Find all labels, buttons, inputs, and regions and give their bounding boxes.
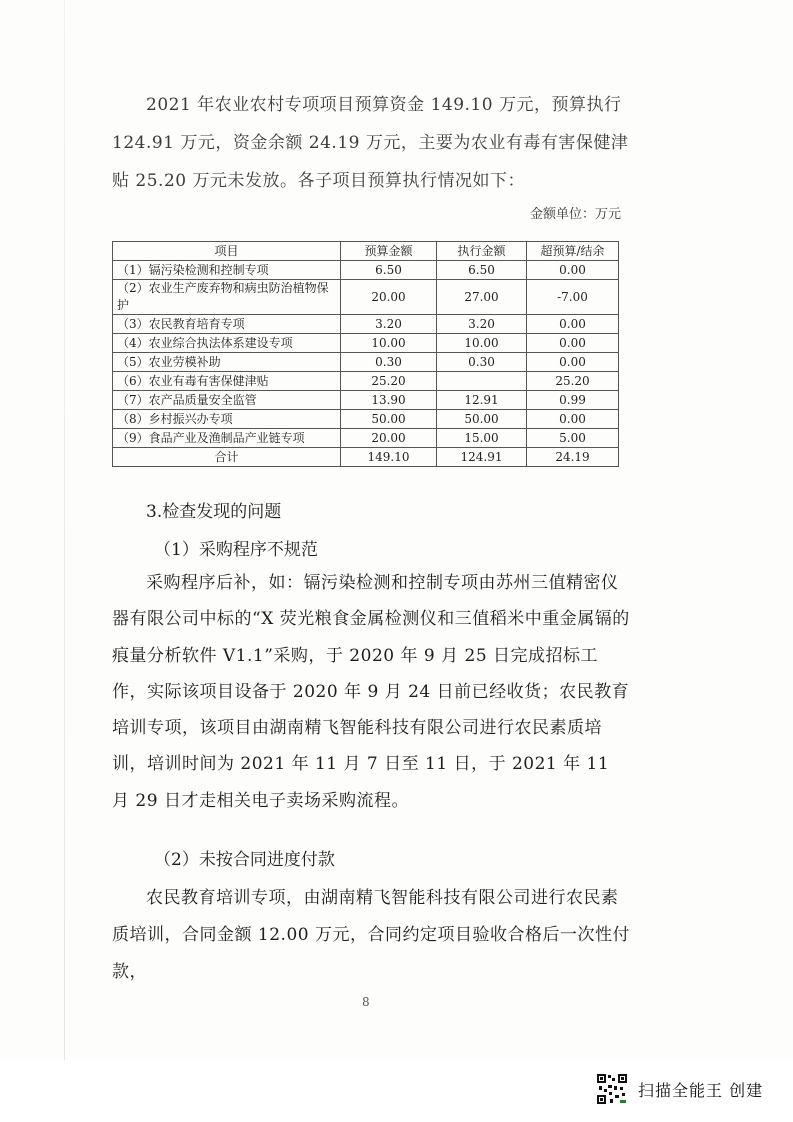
page-edge-shadow [64,0,65,1060]
cell-executed: 27.00 [437,280,527,315]
cell-budget: 3.20 [341,315,437,334]
table-total-row [113,448,619,467]
cell-item: （7）农产品质量安全监管 [113,391,341,410]
page-number: 8 [362,995,370,1009]
header-budget: 预算金额 [341,242,437,261]
cell-balance: 0.00 [527,315,619,334]
qr-code-icon [596,1073,628,1105]
cell-item: （8）乡村振兴办专项 [113,410,341,429]
table-row [113,334,619,353]
cell-executed: 15.00 [437,429,527,448]
cell-item: （5）农业劳模补助 [113,353,341,372]
cell-item: （4）农业综合执法体系建设专项 [113,334,341,353]
cell-budget: 20.00 [341,280,437,315]
budget-table [112,241,619,467]
paragraph-intro-text: 2021 年农业农村专项项目预算资金 149.10 万元，预算执行 124.91 万元，资金余额 24.19 万元，主要为农业有毒有害保健津贴 25.20 万元未发放。各子项目预算执行情况如下： [112,95,629,191]
cell-balance: 0.00 [527,334,619,353]
cell-total-executed: 124.91 [437,448,527,467]
header-balance: 超预算/结余 [527,242,619,261]
table-row [113,429,619,448]
section-heading: 3.检查发现的问题 [146,502,282,522]
watermark-text: 扫描全能王 创建 [638,1081,764,1100]
cell-budget: 13.90 [341,391,437,410]
cell-balance: 0.00 [527,353,619,372]
cell-budget: 0.30 [341,353,437,372]
unit-label: 金额单位：万元 [529,207,621,222]
header-executed: 执行金额 [437,242,527,261]
paragraph-procurement-text: 采购程序后补，如：镉污染检测和控制专项由苏州三值精密仪器有限公司中标的“X 荧光粮食金属检测仪和三值稻米中重金属镉的痕量分析软件 V1.1”采购，于 2020 年 9 月 25 日完成招标工作，实际该项目设备于 2020 年 9 月 24 日前已经收货；农民教育培训专项，该项目由湖南精飞智能科技有限公司进行农民素质培训，培训时间为 2021 年 11 月 7 日至 11 日，于 2021 年 11 月 29 日才走相关电子卖场采购流程。 [112,573,630,811]
sub-heading-payment: （2）未按合同进度付款 [154,850,335,870]
sub-heading-procurement: （1）采购程序不规范 [154,540,318,560]
table-row [113,410,619,429]
cell-balance: -7.00 [527,280,619,315]
cell-balance: 5.00 [527,429,619,448]
cell-total-label: 合计 [113,448,341,467]
cell-total-balance: 24.19 [527,448,619,467]
cell-item: （6）农业有毒有害保健津贴 [113,372,341,391]
cell-item: （9）食品产业及渔制品产业链专项 [113,429,341,448]
cell-balance: 0.99 [527,391,619,410]
cell-item: （2）农业生产废弃物和病虫防治植物保护 [113,280,341,315]
cell-executed: 6.50 [437,261,527,280]
cell-total-budget: 149.10 [341,448,437,467]
cell-executed: 12.91 [437,391,527,410]
cell-executed: 3.20 [437,315,527,334]
table-row [113,353,619,372]
table-row [113,315,619,334]
cell-executed: 0.30 [437,353,527,372]
header-item: 项目 [113,242,341,261]
cell-item: （3）农民教育培育专项 [113,315,341,334]
table-row [113,261,619,280]
cell-balance: 0.00 [527,410,619,429]
table-header-row [113,242,619,261]
cell-executed [437,372,527,391]
table-body [113,261,619,467]
cell-budget: 50.00 [341,410,437,429]
cell-budget: 6.50 [341,261,437,280]
cell-balance: 25.20 [527,372,619,391]
cell-budget: 25.20 [341,372,437,391]
cell-executed: 50.00 [437,410,527,429]
paragraph-payment [112,880,632,991]
cell-budget: 20.00 [341,429,437,448]
cell-item: （1）镉污染检测和控制专项 [113,261,341,280]
table-row [113,280,619,315]
paragraph-payment-text: 农民教育培训专项，由湖南精飞智能科技有限公司进行农民素质培训，合同金额 12.00 万元，合同约定项目验收合格后一次性付款， [112,888,630,982]
table-row [113,372,619,391]
paragraph-procurement [112,565,632,819]
table-row [113,391,619,410]
cell-budget: 10.00 [341,334,437,353]
paragraph-intro [112,86,632,200]
cell-executed: 10.00 [437,334,527,353]
cell-balance: 0.00 [527,261,619,280]
